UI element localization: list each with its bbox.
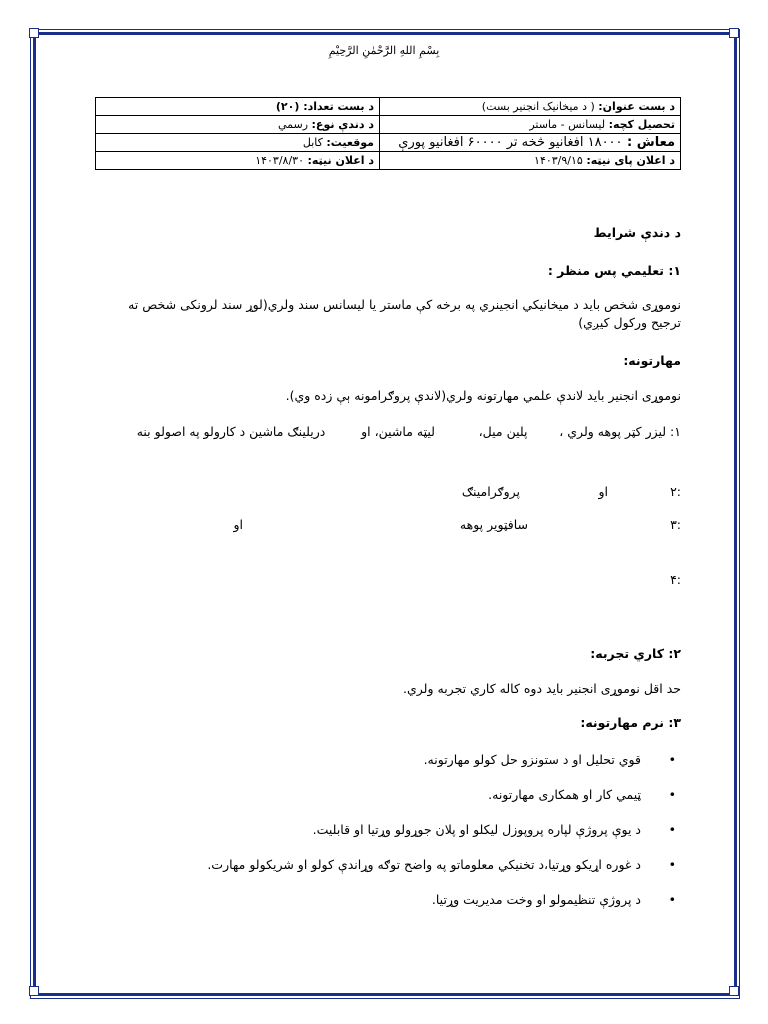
- list-item: • د پروژې تنظیمولو او وخت مدیریت وړتیا.: [431, 892, 676, 907]
- soft-skills-heading: ۳: نرم مهارتونه:: [580, 715, 681, 730]
- skills-intro: نوموړی انجنیر باید لاندې علمي مهارتونه ولري(لاندې پروګرامونه ېې زده وي).: [285, 388, 681, 403]
- skill-item-2-text: او: [598, 484, 608, 499]
- table-row: [96, 152, 681, 170]
- education-heading: ۱: تعلیمي پس منظر :: [547, 263, 681, 278]
- table-cell: د اعلان پای نیټه: ۱۴۰۳/۹/۱۵: [380, 152, 681, 170]
- table-cell: د دندې نوع: رسمي: [96, 116, 380, 134]
- border-corner: [29, 28, 39, 38]
- skill-item-3-number: :۳: [670, 517, 681, 532]
- table-row: [96, 98, 681, 116]
- bullet-icon: •: [668, 787, 676, 802]
- list-item: • قوي تحلیل او د ستونزو حل کولو مهارتونه.: [423, 752, 676, 767]
- table-cell: موقعیت: کابل: [96, 134, 380, 152]
- conditions-heading: د دندې شرایط: [593, 225, 681, 240]
- bullet-icon: •: [668, 857, 676, 872]
- bullet-icon: •: [668, 822, 676, 837]
- table-row: [96, 134, 681, 152]
- skill-item-2-number: :۲: [670, 484, 681, 499]
- skill-item-3-text: او: [233, 517, 243, 532]
- experience-heading: ۲: کاري تجربه:: [590, 646, 681, 661]
- table-row: [96, 116, 681, 134]
- skill-item-3-text: سافټویر پوهه: [459, 517, 528, 532]
- list-item: • ټیمي کار او همکاری مهارتونه.: [488, 787, 676, 802]
- bismillah-calligraphy: بِسْمِ اللهِ الرَّحْمٰنِ الرَّحِيْمِ: [328, 44, 440, 57]
- border-corner: [729, 986, 739, 996]
- table-cell: تحصیل کچه: لیسانس - ماستر: [380, 116, 681, 134]
- soft-skills-list: [95, 751, 681, 926]
- experience-text: حد اقل نوموړی انجنیر باید دوه کاله کاري تجربه ولري.: [403, 681, 681, 696]
- skills-heading: مهارتونه:: [623, 353, 681, 368]
- bullet-icon: •: [668, 892, 676, 907]
- border-corner: [729, 28, 739, 38]
- table-cell: د اعلان نیټه: ۱۴۰۳/۸/۳۰: [96, 152, 380, 170]
- bullet-icon: •: [668, 752, 676, 767]
- table-cell: د بست تعداد: (۲۰): [96, 98, 380, 116]
- skill-item-1: ۱: لیزر کټر پوهه ولري ، پلین میل، لیټه ماشین، او دریلینګ ماشین د کارولو په اصولو بنه: [136, 424, 681, 439]
- job-info-table: [95, 97, 681, 170]
- list-item: • د غوره اړیکو وړتیا،د تخنیکي معلوماتو په واضح توګه وړاندې کولو او شریکولو مهارت.: [207, 857, 676, 872]
- border-corner: [29, 986, 39, 996]
- skill-item-4-number: :۴: [670, 572, 681, 587]
- skill-item-2-text: پروګرامینګ: [461, 484, 520, 499]
- table-cell: معاش : ۱۸۰۰۰ افغانیو څخه تر ۶۰۰۰۰ افغانیو پورې: [380, 134, 681, 152]
- table-cell: د بست عنوان: ( د میخانیک انجنیر بست): [380, 98, 681, 116]
- list-item: • د یوې پروژې لپاره پروپوزل لیکلو او پلان جوړولو وړتیا او قابلیت.: [312, 822, 676, 837]
- education-text: نوموړی شخص باید د میخانیکي انجینري په برخه کې ماستر یا لیسانس سند ولري(لوړ سند لرونکی شخص ته ترجیح ورکول کیږي): [128, 297, 681, 330]
